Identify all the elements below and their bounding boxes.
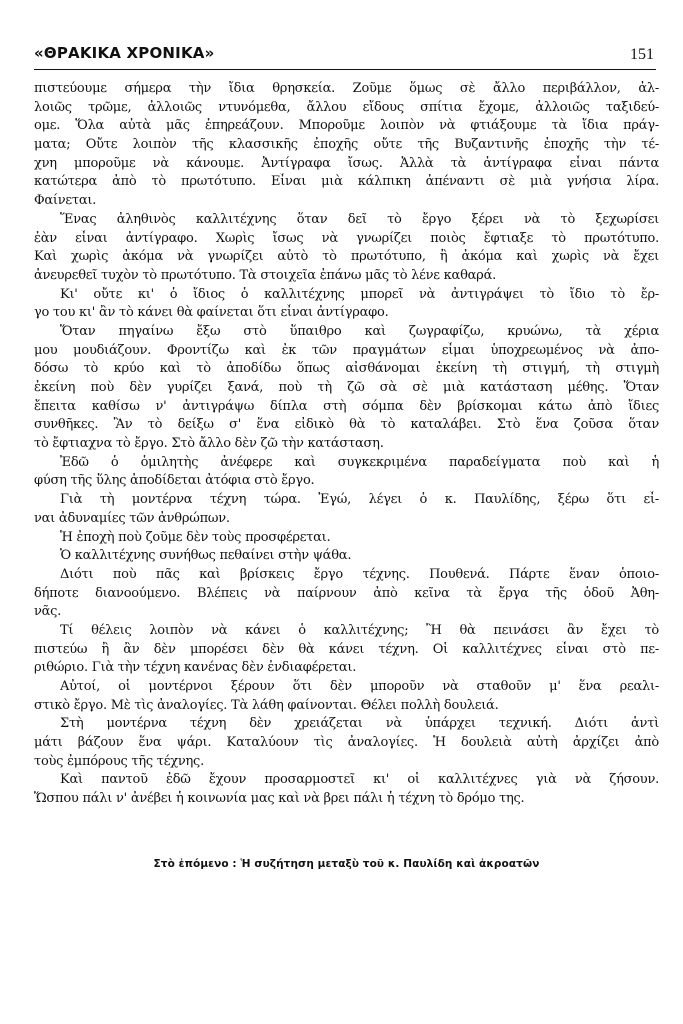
text-line: λοιῶς τρῶμε, ἀλλοιῶς ντυνόμεθα, ἄλλου εἴδους σπίτια ἔχομε, ἀλλοιῶς ταξιδεύ- <box>34 99 659 115</box>
text-line: Καὶ παντοῦ ἐδῶ ἔχουν προσαρμοστεῖ κι' οἱ καλλιτέχνες γιὰ νὰ ζήσουν. <box>60 772 659 788</box>
text-line: Ἡ ἐποχὴ ποὺ ζοῦμε δὲν τοὺς προσφέρεται. <box>60 529 331 545</box>
text-line: Ὁ καλλιτέχνης συνήθως πεθαίνει στὴν ψάθα. <box>60 548 352 564</box>
text-line: ομε. Ὅλα αὐτὰ μᾶς ἐπηρεάζουν. Μποροῦμε λοιπὸν νὰ φτιάξουμε τὰ ἴδια πράγ- <box>34 118 659 134</box>
text-line: τὸ ἔφτιαχνα τὸ ἔργο. Στὸ ἄλλο δὲν ζῶ τὴν κατάσταση. <box>34 436 384 452</box>
text-line: ματα; Οὔτε λοιπὸν τῆς κλασσικῆς ἐποχῆς οὔτε τῆς Βυζαντινῆς ἐποχῆς τὴν τέ- <box>34 137 659 153</box>
text-line: δόσω τὸ κρύο καὶ τὸ ἀποδίδω ὅπως αἰσθάνομαι ἐκείνη τὴ στιγμή, τὴ στιγμὴ <box>34 361 659 377</box>
text-line: Στὴ μοντέρνα τέχνη δὲν χρειάζεται νὰ ὑπάρχει τεχνική. Διότι ἀντὶ <box>60 716 659 732</box>
text-line: συνθῆκες. Ἂν τὸ δείξω σ' ἕνα εἰδικὸ θὰ τὸ καταλάβει. Στὸ ἕνα ζοῦσα ὅταν <box>34 417 659 433</box>
text-line: μου μουδιάζουν. Φροντίζω καὶ ἐκ τῶν πραγμάτων εἶμαι ὑποχρεωμένος νὰ ἀπο- <box>34 342 659 358</box>
text-line: Διότι ποὺ πᾶς καὶ βρίσκεις ἔργο τέχνης. Πουθενά. Πάρτε ἕναν ὁποιο- <box>60 566 659 582</box>
text-line: Κι' οὔτε κι' ὁ ἴδιος ὁ καλλιτέχνης μπορεῖ νὰ ἀντιγράψει τὸ ἴδιο τὸ ἔρ- <box>60 286 659 302</box>
text-line: φύση τῆς ὕλης ἀποδίδεται ἀτόφια στὸ ἔργο. <box>34 473 315 489</box>
text-line: νᾶς. <box>34 604 62 620</box>
text-line: ἔπειτα καθίσω ν' ἀντιγράψω δίπλα στὴ σόμπα δὲν βρίσκομαι κάτω ἀπὸ ἴδιες <box>34 398 659 414</box>
text-line: στικὸ ἔργο. Μὲ τὶς ἀναλογίες. Τὰ λάθη φαίνονται. Θέλει πολλὴ δουλειά. <box>34 697 499 713</box>
text-line: Τί θέλεις λοιπὸν νὰ κάνει ὁ καλλιτέχνης; Ἢ θὰ πεινάσει ἂν ἔχει τὸ <box>60 622 659 638</box>
text-line: Ἐδῶ ὁ ὁμιλητὴς ἀνέφερε καὶ συγκεκριμένα παραδείγματα ποὺ καὶ ἡ <box>60 454 659 470</box>
text-line: Γιὰ τὴ μοντέρνα τέχνη τώρα. Ἐγώ, λέγει ὁ κ. Παυλίδης, ξέρω ὅτι εἶ- <box>60 492 659 508</box>
text-line: γο του κι' ἂν τὸ κάνει θὰ φαίνεται ὅτι εἶναι ἀντίγραφο. <box>34 305 389 321</box>
text-line: κατώτερα ἀπὸ τὸ πρωτότυπο. Εἶναι μιὰ κάλπικη ἀπέναντι σὲ μιὰ γνήσια λίρα. <box>34 174 659 190</box>
text-line: μάτι βάζουν ἕνα ψάρι. Καταλύουν τὶς ἀναλογίες. Ἡ δουλειὰ αὐτὴ ἀρχίζει ἀπὸ <box>34 735 659 751</box>
text-line: χνη μποροῦμε νὰ κάνουμε. Ἀντίγραφα ἴσως. Ἀλλὰ τὰ ἀντίγραφα εἶναι πάντα <box>34 155 659 171</box>
text-line: Αὐτοί, οἱ μοντέρνοι ξέρουν ὅτι δὲν μποροῦν νὰ σταθοῦν μ' ἕνα ρεαλι- <box>60 679 659 694</box>
text-line: Καὶ χωρὶς ἀκόμα νὰ γνωρίζει αὐτὸ τὸ πρωτότυπο, ἢ ἀκόμα καὶ χωρὶς νὰ ἔχει <box>34 249 659 265</box>
text-line: πιστεύω ἢ ἂν δὲν μπορέσει δὲν θὰ κάνει τέχνη. Οἱ καλλιτέχνες εἶναι στὸ πε- <box>34 641 659 657</box>
text-line: πιστεύουμε σήμερα τὴν ἴδια θρησκεία. Ζοῦμε ὅμως σὲ ἄλλο περιβάλλον, ἀλ- <box>34 81 659 96</box>
next-issue-note: Στὸ ἑπόμενο : Ἡ συζήτηση μεταξὺ τοῦ κ. Παυλίδη καὶ ἀκροατῶν <box>153 858 540 870</box>
text-line: ριθώριο. Γιὰ τὴν τέχνη κανένας δὲν ἐνδιαφέρεται. <box>34 660 357 676</box>
text-line: ἀνευρεθεῖ τυχὸν τὸ πρωτότυπο. Τὰ στοιχεῖα ἐπάνω μᾶς τὸ λένε καθαρά. <box>34 267 496 283</box>
text-line: Ἕνας ἀληθινὸς καλλιτέχνης ὅταν δεῖ τὸ ἔργο ξέρει νὰ τὸ ξεχωρίσει <box>60 211 659 227</box>
page-number: 151 <box>630 46 654 63</box>
text-line: δήποτε διανοούμενο. Βλέπεις νὰ παίρνουν ἀπὸ κεῖνα τὰ ἔργα τῆς ὁδοῦ Ἀθη- <box>34 585 659 601</box>
text-line: Φαίνεται. <box>34 193 97 209</box>
text-line: τοὺς ἐμπόρους τῆς τέχνης. <box>34 753 204 769</box>
article-body <box>34 80 659 809</box>
page-header <box>34 42 654 64</box>
header-rule <box>34 69 656 70</box>
journal-title: «ΘΡΑΚΙΚΑ ΧΡΟΝΙΚΑ» <box>34 44 215 62</box>
text-line: Ὅταν πηγαίνω ἔξω στὸ ὕπαιθρο καὶ ζωγραφίζω, κρυώνω, τὰ χέρια <box>60 323 659 339</box>
text-line: Ὥσπου πάλι ν' ἀνέβει ἡ κοινωνία μας καὶ νὰ βρει πάλι ἡ τέχνη τὸ δρόμο της. <box>34 791 525 807</box>
text-line: ναι ἀδυναμίες τῶν ἀνθρώπων. <box>34 510 230 526</box>
text-line: ἐὰν εἶναι ἀντίγραφο. Χωρὶς ἴσως νὰ γνωρίζει ποιὸς ἔφτιαξε τὸ πρωτότυπο. <box>34 230 659 246</box>
text-line: ἐκείνη ποὺ δὲν γυρίζει ξανά, ποὺ τὴ ζῶ σὰ σὲ μιὰ κατάσταση μέθης. Ὅταν <box>34 380 659 395</box>
